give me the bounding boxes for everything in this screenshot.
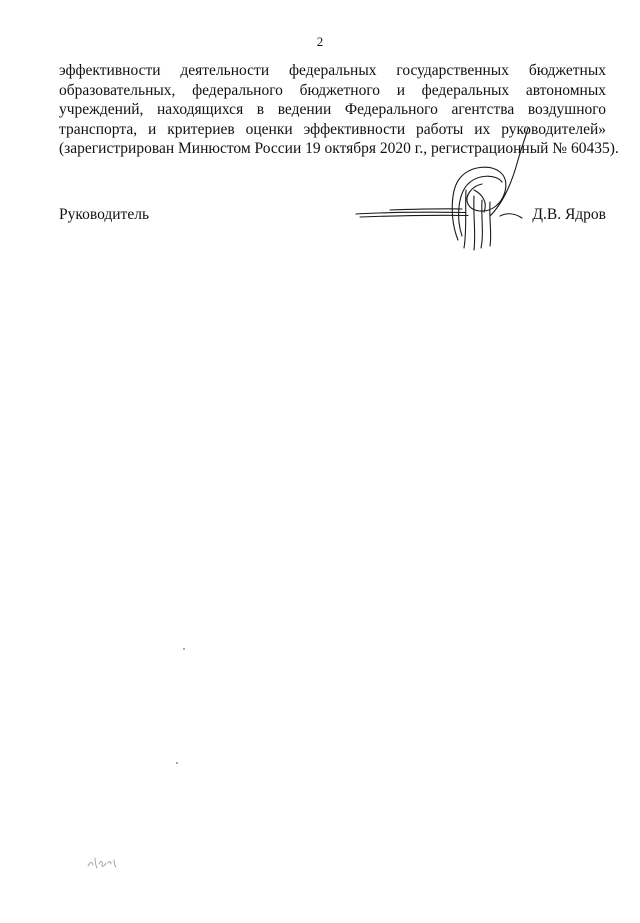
handwritten-signature-icon [350, 120, 550, 260]
page-number: 2 [316, 34, 324, 49]
scan-speck [183, 648, 185, 650]
signatory-title: Руководитель [59, 206, 150, 223]
body-line-2: образовательных, федерального бюджетного и федеральных автономных [59, 81, 606, 99]
handwritten-initials-mark-icon [84, 852, 124, 874]
body-line-1: эффективности деятельности федеральных государственных бюджетных [59, 62, 606, 79]
scan-speck [176, 762, 178, 764]
body-line-4: транспорта, и критериев оценки эффективности работы их руководителей» [59, 120, 606, 138]
signatory-name: Д.В. Ядров [532, 206, 606, 223]
body-line-3: учреждений, находящихся в ведении Федерального агентства воздушного [59, 101, 606, 119]
body-line-5: (зарегистрирован Минюстом России 19 октября 2020 г., регистрационный № 60435). [59, 140, 619, 158]
